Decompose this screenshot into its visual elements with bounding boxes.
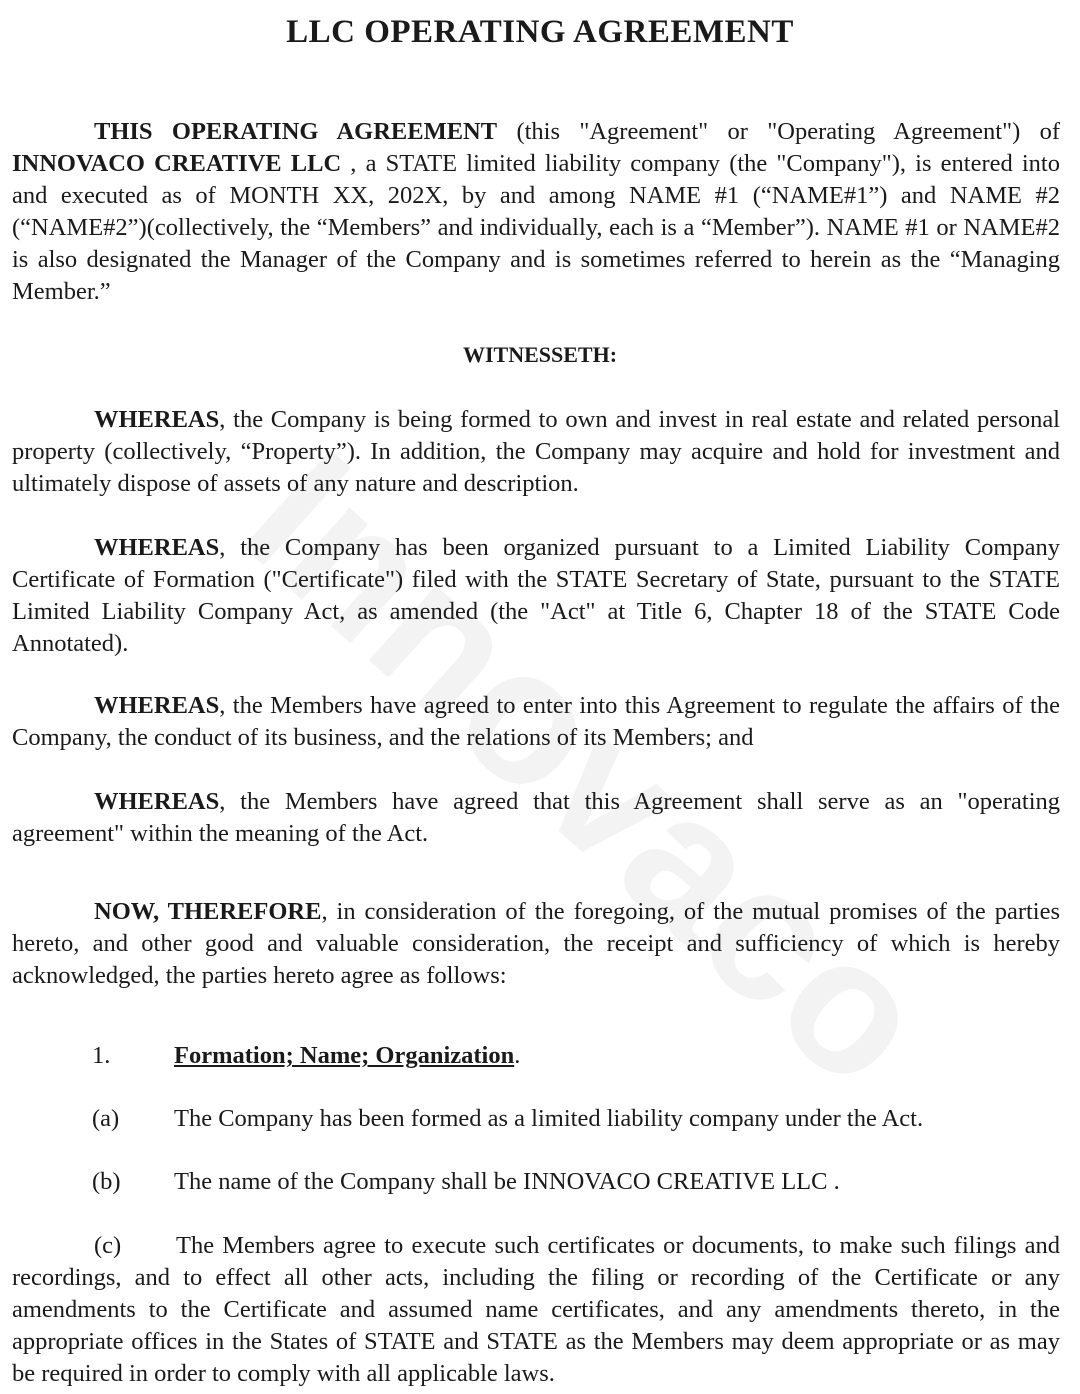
whereas-text: , the Company is being formed to own and invest in real estate and related personal property (collectively, “Property”). In addition, the Company may acquire and hold for investment and ultimately dispose of assets of any nature and description. — [12, 406, 1060, 497]
item-text: The Company has been formed as a limited liability company under the Act. — [174, 1105, 924, 1132]
list-item — [92, 1166, 840, 1198]
whereas-lead: WHEREAS — [94, 534, 220, 561]
section-number: 1. — [92, 1042, 111, 1069]
company-name: INNOVACO CREATIVE LLC — [12, 150, 342, 177]
now-therefore-paragraph — [12, 896, 1060, 992]
intro-lead: THIS OPERATING AGREEMENT — [94, 118, 498, 145]
whereas-text: , the Company has been organized pursuant to a Limited Liability Company Certificate of Formation ("Certificate") filed with the STATE Secretary of State, pursuant to the STATE Limited Liability Company Act, as amended (the "Act" at Title 6, Chapter 18 of the STATE Code Annotated). — [12, 534, 1060, 657]
witnesseth-heading: WITNESSETH: — [462, 342, 618, 367]
intro-text-1: (this "Agreement" or "Operating Agreement") of — [497, 118, 1061, 145]
whereas-paragraph-3 — [12, 690, 1060, 754]
list-item — [12, 1230, 1060, 1390]
whereas-text: , the Members have agreed that this Agreement shall serve as an "operating agreement" within the meaning of the Act. — [12, 788, 1060, 847]
intro-text-2: , a STATE limited liability company (the "Company"), is entered into and executed as of MONTH XX, 202X, by and among NAME #1 (“NAME#1”) and NAME #2 (“NAME#2”)(collectively, the “Members” and individually, each is a “Member”). NAME #1 or NAME#2 is also designated the Manager of the Company and is sometimes referred to herein as the “Managing Member.” — [12, 150, 1060, 305]
now-therefore-lead: NOW, THEREFORE — [94, 898, 322, 925]
section-heading — [92, 1040, 520, 1072]
watermark — [204, 409, 970, 1129]
whereas-paragraph-2 — [12, 532, 1060, 660]
whereas-lead: WHEREAS — [94, 406, 220, 433]
item-label: (c) — [94, 1232, 122, 1259]
whereas-text: , the Members have agreed to enter into this Agreement to regulate the affairs of the Company, the conduct of its business, and the relations of its Members; and — [12, 692, 1060, 751]
whereas-lead: WHEREAS — [94, 788, 220, 815]
item-label: (b) — [92, 1168, 121, 1195]
document-title: LLC OPERATING AGREEMENT — [286, 14, 794, 50]
now-therefore-text: , in consideration of the foregoing, of the mutual promises of the parties hereto, and other good and valuable consideration, the receipt and sufficiency of which is hereby acknowledged, the parties hereto agree as follows: — [12, 898, 1060, 989]
whereas-paragraph-1 — [12, 404, 1060, 500]
whereas-paragraph-4 — [12, 786, 1060, 850]
section-title-suffix: . — [514, 1042, 521, 1069]
intro-paragraph — [12, 116, 1060, 308]
item-text: The Members agree to execute such certificates or documents, to make such filings and recordings, and to effect all other acts, including the filing or recording of the Certificate or any amendments to the Certificate and assumed name certificates, and any amendments thereto, in the appropriate offices in the States of STATE and STATE as the Members may deem appropriate or as may be required in order to comply with all applicable laws. — [12, 1232, 1060, 1387]
item-text: The name of the Company shall be INNOVACO CREATIVE LLC . — [174, 1168, 840, 1195]
list-item — [92, 1103, 923, 1135]
whereas-lead: WHEREAS — [94, 692, 220, 719]
item-label: (a) — [92, 1105, 120, 1132]
section-title: Formation; Name; Organization — [174, 1042, 515, 1069]
